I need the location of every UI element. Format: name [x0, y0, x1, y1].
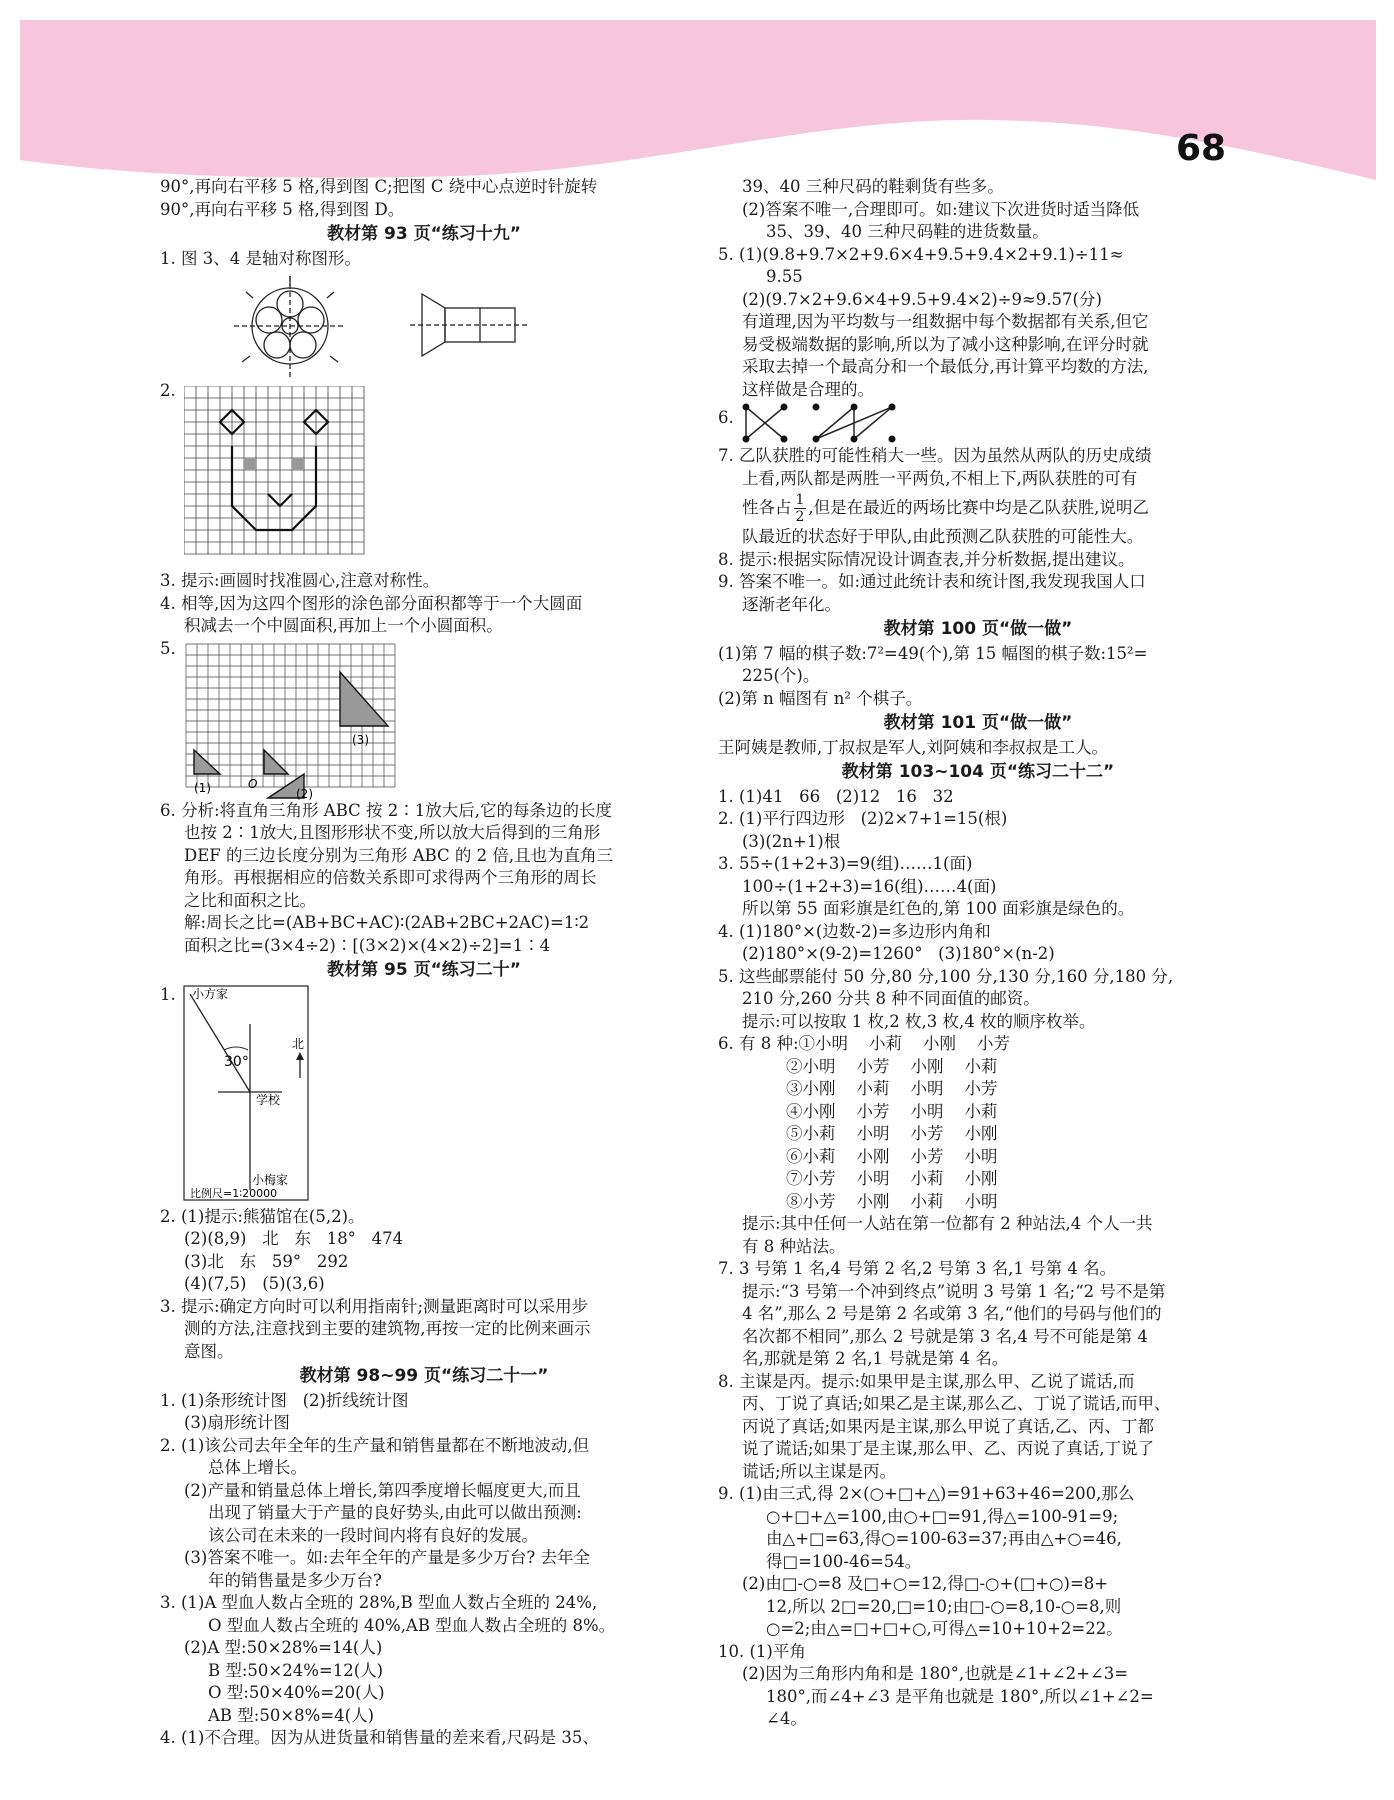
text-line: 3. 55÷(1+2+3)=9(组)……1(面): [718, 854, 973, 873]
text-line: 之比和面积之比。: [184, 890, 316, 910]
text-line: (3)答案不唯一。如:去年全年的产量是多少万台? 去年全: [184, 1548, 591, 1567]
text-line: 9. 答案不唯一。如:通过此统计表和统计图,我发现我国人口: [718, 572, 1146, 591]
left-column: [160, 176, 688, 1750]
section-heading: 教材第 103~104 页“练习二十二”: [841, 762, 1115, 782]
text-line: 名,那就是第 2 名,1 号就是第 4 名。: [742, 1349, 1009, 1368]
fraction: [794, 492, 807, 525]
page-number: 68: [1176, 128, 1227, 169]
text-line: (2)答案不唯一,合理即可。如:建议下次进货时适当降低: [742, 199, 1140, 219]
text-line: (1)第 7 幅的棋子数:7²=49(个),第 15 幅图的棋子数:15²=: [718, 643, 1148, 663]
text-line: 12,所以 2□=20,□=10;由□-○=8,10-○=8,则: [766, 1596, 1122, 1616]
text-line: DEF 的三边长度分别为三角形 ABC 的 2 倍,且也为直角三: [184, 845, 614, 865]
text-line: 90°,再向右平移 5 格,得到图 D。: [160, 199, 405, 219]
right-column: [718, 176, 1238, 1731]
text-line: 8. 主谋是丙。提示:如果甲是主谋,那么甲、乙说了谎话,而: [718, 1371, 1135, 1391]
text-line: 该公司在未来的一段时间内将有良好的发展。: [208, 1525, 538, 1545]
text-line: ○=2;由△=□+□+○,可得△=10+10+2=22。: [766, 1619, 1123, 1638]
text-line: 王阿姨是教师,丁叔叔是军人,刘阿姨和李叔叔是工人。: [718, 737, 1108, 757]
text-line: 225(个)。: [742, 666, 820, 685]
text-line: AB 型:50×8%=4(人): [208, 1705, 375, 1725]
text-line: 39、40 三种尺码的鞋剩货有些多。: [742, 177, 1004, 196]
text-line: 8. 提示:根据实际情况设计调查表,并分析数据,提出建议。: [718, 549, 1135, 569]
text-line: 也按 2∶1放大,且图形形状不变,所以放大后得到的三角形: [184, 823, 601, 842]
text-line: 2. (1)提示:熊猫馆在(5,2)。: [160, 1206, 365, 1226]
text-line: ∠4。: [766, 1709, 807, 1728]
text-line: 100÷(1+2+3)=16(组)……4(面): [742, 876, 997, 896]
text-line: ④小刚 小芳 小明 小莉: [786, 1101, 998, 1121]
text-line: 4. 相等,因为这四个图形的涂色部分面积都等于一个大圆面: [160, 593, 583, 613]
text-line: 这样做是合理的。: [742, 379, 874, 399]
text-line: 总体上增长。: [208, 1458, 307, 1477]
text-line: (2)(9.7×2+9.6×4+9.5+9.4×2)÷9≈9.57(分): [742, 289, 1102, 309]
map-label: 小方家: [192, 986, 229, 1001]
bolt-figure: [410, 294, 528, 356]
text-line: 2. (1)平行四边形 (2)2×7+1=15(根): [718, 809, 1008, 828]
map-label: 学校: [256, 1092, 281, 1107]
text-line: (2)(8,9) 北 东 18° 474: [184, 1229, 404, 1248]
figure-label: (2): [296, 786, 313, 800]
text-line: 采取去掉一个最高分和一个最低分,再计算平均数的方法,: [742, 357, 1149, 376]
text-line: 2.: [160, 381, 176, 400]
text-line: 6. 分析:将直角三角形 ABC 按 2∶1放大后,它的每条边的长度: [160, 800, 612, 820]
text-line: (2)因为三角形内角和是 180°,也就是∠1+∠2+∠3=: [742, 1664, 1129, 1683]
text-line: 5. 这些邮票能付 50 分,80 分,100 分,130 分,160 分,180 分,: [718, 966, 1174, 986]
text-line: 意图。: [184, 1341, 234, 1361]
text-line: 由△+□=63,得○=100-63=37;再由△+○=46,: [766, 1529, 1122, 1548]
text-line: O 型:50×40%=20(人): [208, 1683, 385, 1702]
text-line: 3. 提示:确定方向时可以利用指南针;测量距离时可以采用步: [160, 1296, 589, 1316]
text-line: 1. (1)条形统计图 (2)折线统计图: [160, 1390, 409, 1410]
figure-label: O: [248, 776, 258, 791]
text-line: 7. 乙队获胜的可能性稍大一些。因为虽然从两队的历史成绩: [718, 446, 1152, 465]
map-scale: 比例尺=1∶20000: [190, 1186, 278, 1200]
text-line: 上看,两队都是两胜一平两负,不相上下,两队获胜的可有: [742, 468, 1138, 488]
text-line: 1. 图 3、4 是轴对称图形。: [160, 248, 361, 268]
section-heading: 教材第 95 页“练习二十”: [327, 960, 521, 980]
text-line: (2)第 n 幅图有 n² 个棋子。: [718, 688, 923, 708]
section-heading: 教材第 100 页“做一做”: [883, 619, 1073, 639]
text-line: 队最近的状态好于甲队,由此预测乙队获胜的可能性大。: [742, 527, 1144, 546]
text-line: 谎话;所以主谋是丙。: [742, 1461, 897, 1481]
text-line: 3. (1)A 型血人数占全班的 28%,B 型血人数占全班的 24%,: [160, 1593, 598, 1612]
text-line: 4 名”,那么 2 号是第 2 名或第 3 名,“他们的号码与他们的: [742, 1304, 1162, 1323]
text-line: 面积之比=(3×4÷2)∶[(3×2)×(4×2)÷2]=1∶4: [184, 935, 551, 955]
text-line: 9. (1)由三式,得 2×(○+□+△)=91+63+46=200,那么: [718, 1484, 1135, 1503]
text-line: O 型血人数占全班的 40%,AB 型血人数占全班的 8%。: [208, 1615, 616, 1635]
text-line: ⑥小莉 小刚 小芳 小明: [786, 1146, 998, 1166]
text-line: (2)180°×(9-2)=1260° (3)180°×(n-2): [742, 944, 1055, 963]
text-line: B 型:50×24%=12(人): [208, 1660, 384, 1680]
flower-figure: [234, 276, 346, 380]
text-line: 解:周长之比=(AB+BC+AC)∶(2AB+2BC+2AC)=1∶2: [184, 913, 590, 932]
figure-label: (3): [352, 732, 369, 747]
text-line: 积减去一个中圆面积,再加上一个小圆面积。: [184, 616, 503, 635]
text-line: (3)(2n+1)根: [742, 831, 841, 851]
symmetry-figures: [160, 270, 688, 380]
text-line: 5.: [160, 638, 176, 658]
text-line: 逐渐老年化。: [742, 594, 841, 614]
map-label: 30°: [224, 1053, 249, 1070]
text-line: 9.55: [766, 267, 803, 286]
text-line: (2)由□-○=8 及□+○=12,得□-○+(□+○)=8+: [742, 1574, 1109, 1593]
text-line: 10. (1)平角: [718, 1641, 806, 1661]
text-line: 2. (1)该公司去年全年的生产量和销售量都在不断地波动,但: [160, 1435, 590, 1455]
section-heading: 教材第 98~99 页“练习二十一”: [299, 1366, 549, 1386]
text-line: 4. (1)180°×(边数-2)=多边形内角和: [718, 921, 991, 941]
text-line: 角形。再根据相应的倍数关系即可求得两个三角形的周长: [184, 868, 597, 887]
text-line: 180°,而∠4+∠3 是平角也就是 180°,所以∠1+∠2=: [766, 1686, 1154, 1706]
text-line: 丙说了真话;如果丙是主谋,那么甲说了真话,乙、丙、丁都: [742, 1416, 1155, 1436]
text-line: 提示:可以按取 1 枚,2 枚,3 枚,4 枚的顺序枚举。: [742, 1011, 1096, 1031]
text-line: 提示:“3 号第一个冲到终点”说明 3 号第 1 名;“2 号不是第: [742, 1281, 1166, 1301]
triangle-grid-figure: [184, 642, 416, 800]
text-line: ⑧小芳 小刚 小莉 小明: [786, 1191, 998, 1211]
text-line: 210 分,260 分共 8 种不同面值的邮资。: [742, 989, 1040, 1008]
figure-label: (1): [194, 780, 211, 795]
text-line: 4. (1)不合理。因为从进货量和销售量的差来看,尺码是 35、: [160, 1728, 599, 1747]
text-line: ⑤小莉 小明 小芳 小刚: [786, 1124, 998, 1143]
handshake-dots-figure: [742, 401, 922, 445]
text-line: 5. (1)(9.8+9.7×2+9.6×4+9.5+9.4×2+9.1)÷11≈: [718, 244, 1124, 264]
text-line: 得□=100-46=54。: [766, 1551, 922, 1571]
text-line: (4)(7,5) (5)(3,6): [184, 1274, 325, 1293]
text-line: 有 8 种站法。: [742, 1236, 846, 1256]
fraction-numerator: 1: [795, 492, 805, 508]
text-line: ③小刚 小莉 小明 小芳: [786, 1079, 998, 1098]
text-line: (3)北 东 59° 292: [184, 1251, 349, 1271]
text-line: ⑦小芳 小明 小莉 小刚: [786, 1169, 998, 1188]
text-line: 有道理,因为平均数与一组数据中每个数据都有关系,但它: [742, 312, 1149, 331]
text-line: 说了谎话;如果丁是主谋,那么甲、乙、丙说了真话,丁说了: [742, 1439, 1155, 1458]
text-line: 90°,再向右平移 5 格,得到图 C;把图 C 绕中心点逆时针旋转: [160, 177, 598, 196]
text-line: 7. 3 号第 1 名,4 号第 2 名,2 号第 3 名,1 号第 4 名。: [718, 1259, 1117, 1278]
text-line: 1.: [160, 984, 176, 1004]
text-span: 性各占: [742, 498, 792, 517]
text-line: ②小明 小芳 小刚 小莉: [786, 1056, 998, 1076]
map-label: 北: [292, 1036, 305, 1051]
text-line: 易受极端数据的影响,所以为了减小这种影响,在评分时就: [742, 334, 1149, 354]
text-line: ○+□+△=100,由○+□=91,得△=100-91=9;: [766, 1506, 1119, 1526]
text-line: 丙、丁说了真话;如果乙是主谋,那么乙、丁说了谎话,而甲、: [742, 1394, 1171, 1413]
text-line: 3. 提示:画圆时找准圆心,注意对称性。: [160, 571, 440, 590]
text-span: ,但是在最近的两场比赛中均是乙队获胜,说明乙: [808, 498, 1149, 517]
direction-map-figure: [182, 984, 312, 1204]
text-line: 所以第 55 面彩旗是红色的,第 100 面彩旗是绿色的。: [742, 899, 1135, 918]
text-line: 出现了销量大于产量的良好势头,由此可以做出预测:: [208, 1503, 582, 1522]
map-label: 小梅家: [252, 1172, 289, 1187]
text-line: (3)扇形统计图: [184, 1413, 290, 1432]
section-heading: 教材第 93 页“练习十九”: [327, 224, 521, 244]
text-line: (2)A 型:50×28%=14(人): [184, 1638, 383, 1657]
text-line: 35、39、40 三种尺码鞋的进货数量。: [766, 222, 1049, 241]
text-line: (2)产量和销量总体上增长,第四季度增长幅度更大,而且: [184, 1480, 581, 1500]
section-heading: 教材第 101 页“做一做”: [883, 713, 1073, 733]
text-line: 1. (1)41 66 (2)12 16 32: [718, 786, 954, 806]
grid-face-figure: [184, 386, 374, 566]
text-line: 提示:其中任何一人站在第一位都有 2 种站法,4 个人一共: [742, 1214, 1153, 1233]
text-line: 年的销售量是多少万台?: [208, 1570, 382, 1590]
text-line: [718, 490, 1238, 526]
text-line: 6.: [718, 408, 734, 427]
text-line: 名次都不相同”,那么 2 号就是第 3 名,4 号不可能是第 4: [742, 1326, 1148, 1346]
text-line: 6. 有 8 种:①小明 小莉 小刚 小芳: [718, 1034, 1010, 1053]
fraction-denominator: 2: [795, 509, 805, 525]
text-line: 测的方法,注意找到主要的建筑物,再按一定的比例来画示: [184, 1319, 591, 1338]
